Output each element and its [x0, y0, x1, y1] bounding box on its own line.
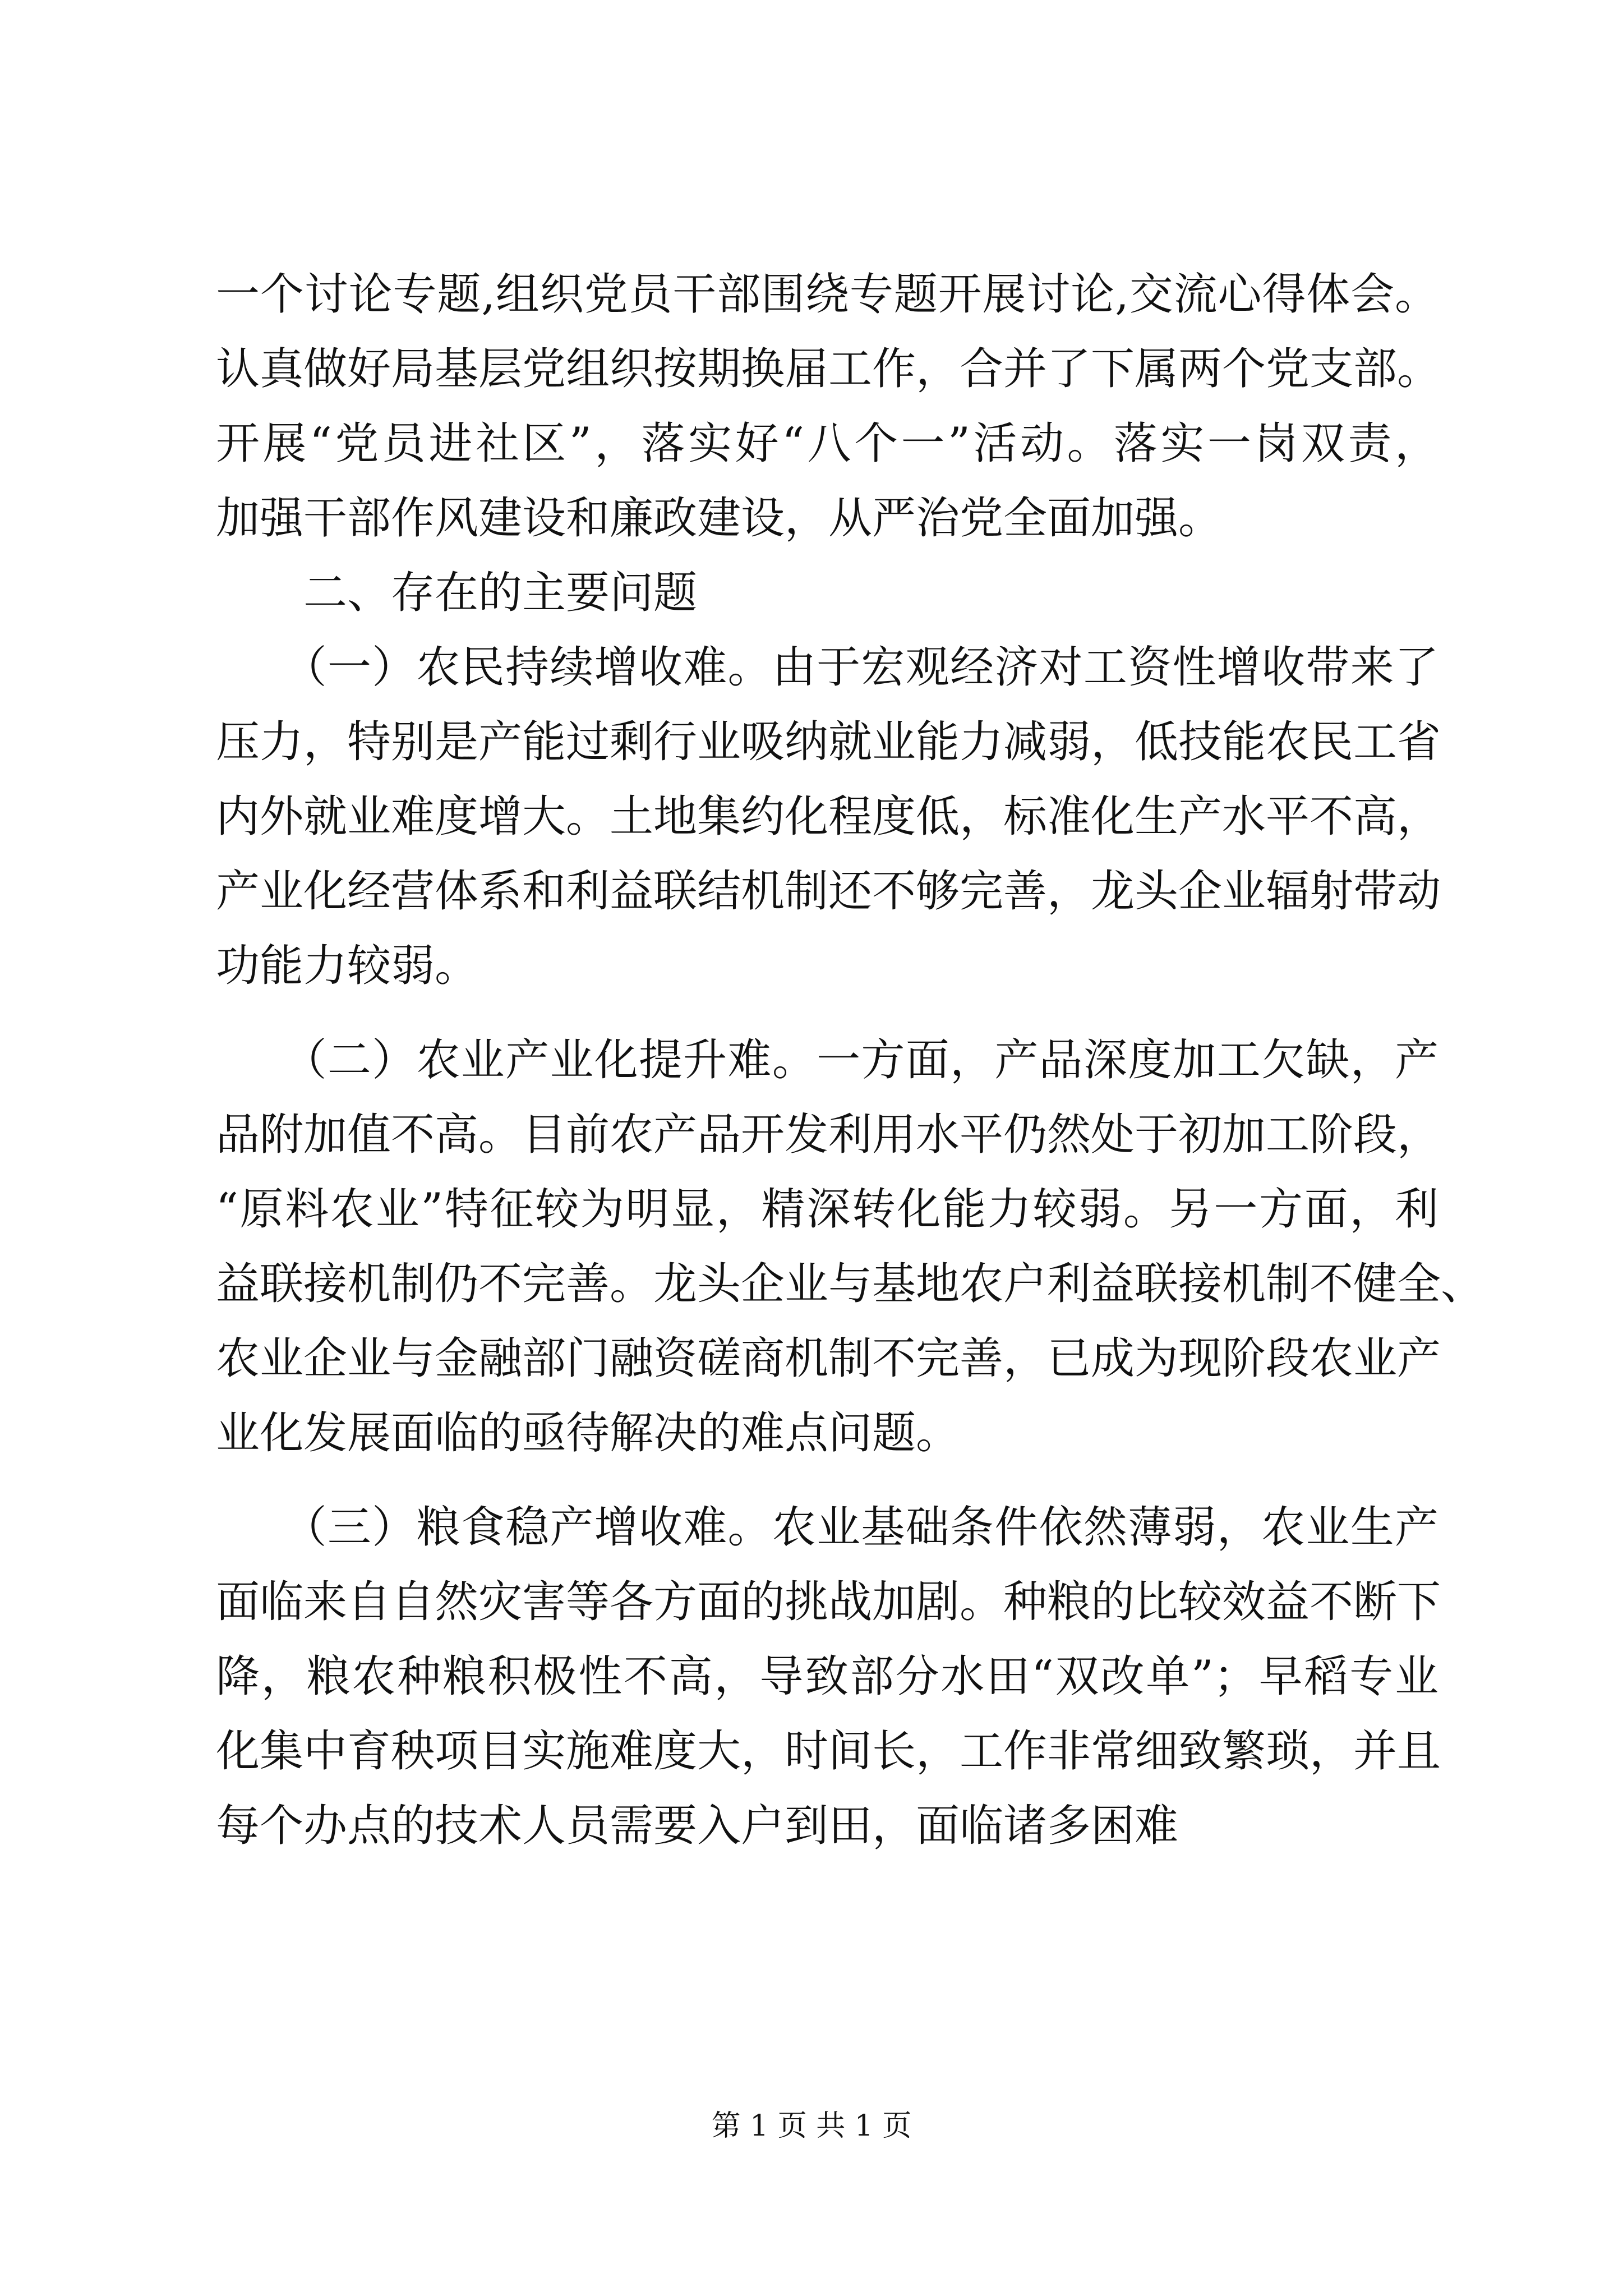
paragraph-line: 业化发展面临的亟待解决的难点问题。 [216, 1408, 960, 1458]
paragraph-line: 一个讨论专题,组织党员干部围绕专题开展讨论,交流心得体会。 [216, 269, 1438, 320]
paragraph-line: “原料农业”特征较为明显，精深转化能力较弱。另一方面，利 [216, 1184, 1438, 1235]
paragraph-line: 农业企业与金融部门融资磋商机制不完善，已成为现阶段农业产 [216, 1333, 1441, 1384]
paragraph-line: 化集中育秧项目实施难度大，时间长，工作非常细致繁琐，并且 [216, 1726, 1441, 1777]
paragraph-line: 开展“党员进社区”，落实好“八个一”活动。落实一岗双责， [216, 418, 1438, 469]
paragraph-line: （二）农业产业化提升难。一方面，产品深度加工欠缺，产 [216, 1035, 1438, 1085]
page-footer: 第 1 页 共 1 页 [711, 2109, 912, 2143]
section-heading: 二、存在的主要问题 [216, 568, 698, 618]
paragraph-line: 认真做好局基层党组织按期换届工作，合并了下属两个党支部。 [216, 344, 1441, 394]
paragraph-line: （一）农民持续增收难。由于宏观经济对工资性增收带来了 [216, 642, 1438, 693]
paragraph-line: 内外就业难度增大。土地集约化程度低，标准化生产水平不高， [216, 792, 1441, 842]
paragraph-line: 加强干部作风建设和廉政建设，从严治党全面加强。 [216, 493, 1223, 544]
paragraph-line: 降，粮农种粮积极性不高，导致部分水田“双改单”；早稻专业 [216, 1651, 1438, 1702]
paragraph-line: 品附加值不高。目前农产品开发利用水平仍然处于初加工阶段， [216, 1110, 1441, 1160]
paragraph-line: 产业化经营体系和利益联结机制还不够完善，龙头企业辐射带动 [216, 866, 1441, 917]
paragraph-line: 面临来自自然灾害等各方面的挑战加剧。种粮的比较效益不断下 [216, 1577, 1441, 1627]
paragraph-line: 压力，特别是产能过剩行业吸纳就业能力减弱，低技能农民工省 [216, 717, 1441, 767]
paragraph-line: 每个办点的技术人员需要入户到田，面临诸多困难 [216, 1801, 1179, 1851]
paragraph-line: 益联接机制仍不完善。龙头企业与基地农户利益联接机制不健全、 [216, 1259, 1485, 1309]
paragraph-line: 功能力较弱。 [216, 941, 479, 991]
paragraph-line: （三）粮食稳产增收难。农业基础条件依然薄弱，农业生产 [216, 1502, 1438, 1553]
